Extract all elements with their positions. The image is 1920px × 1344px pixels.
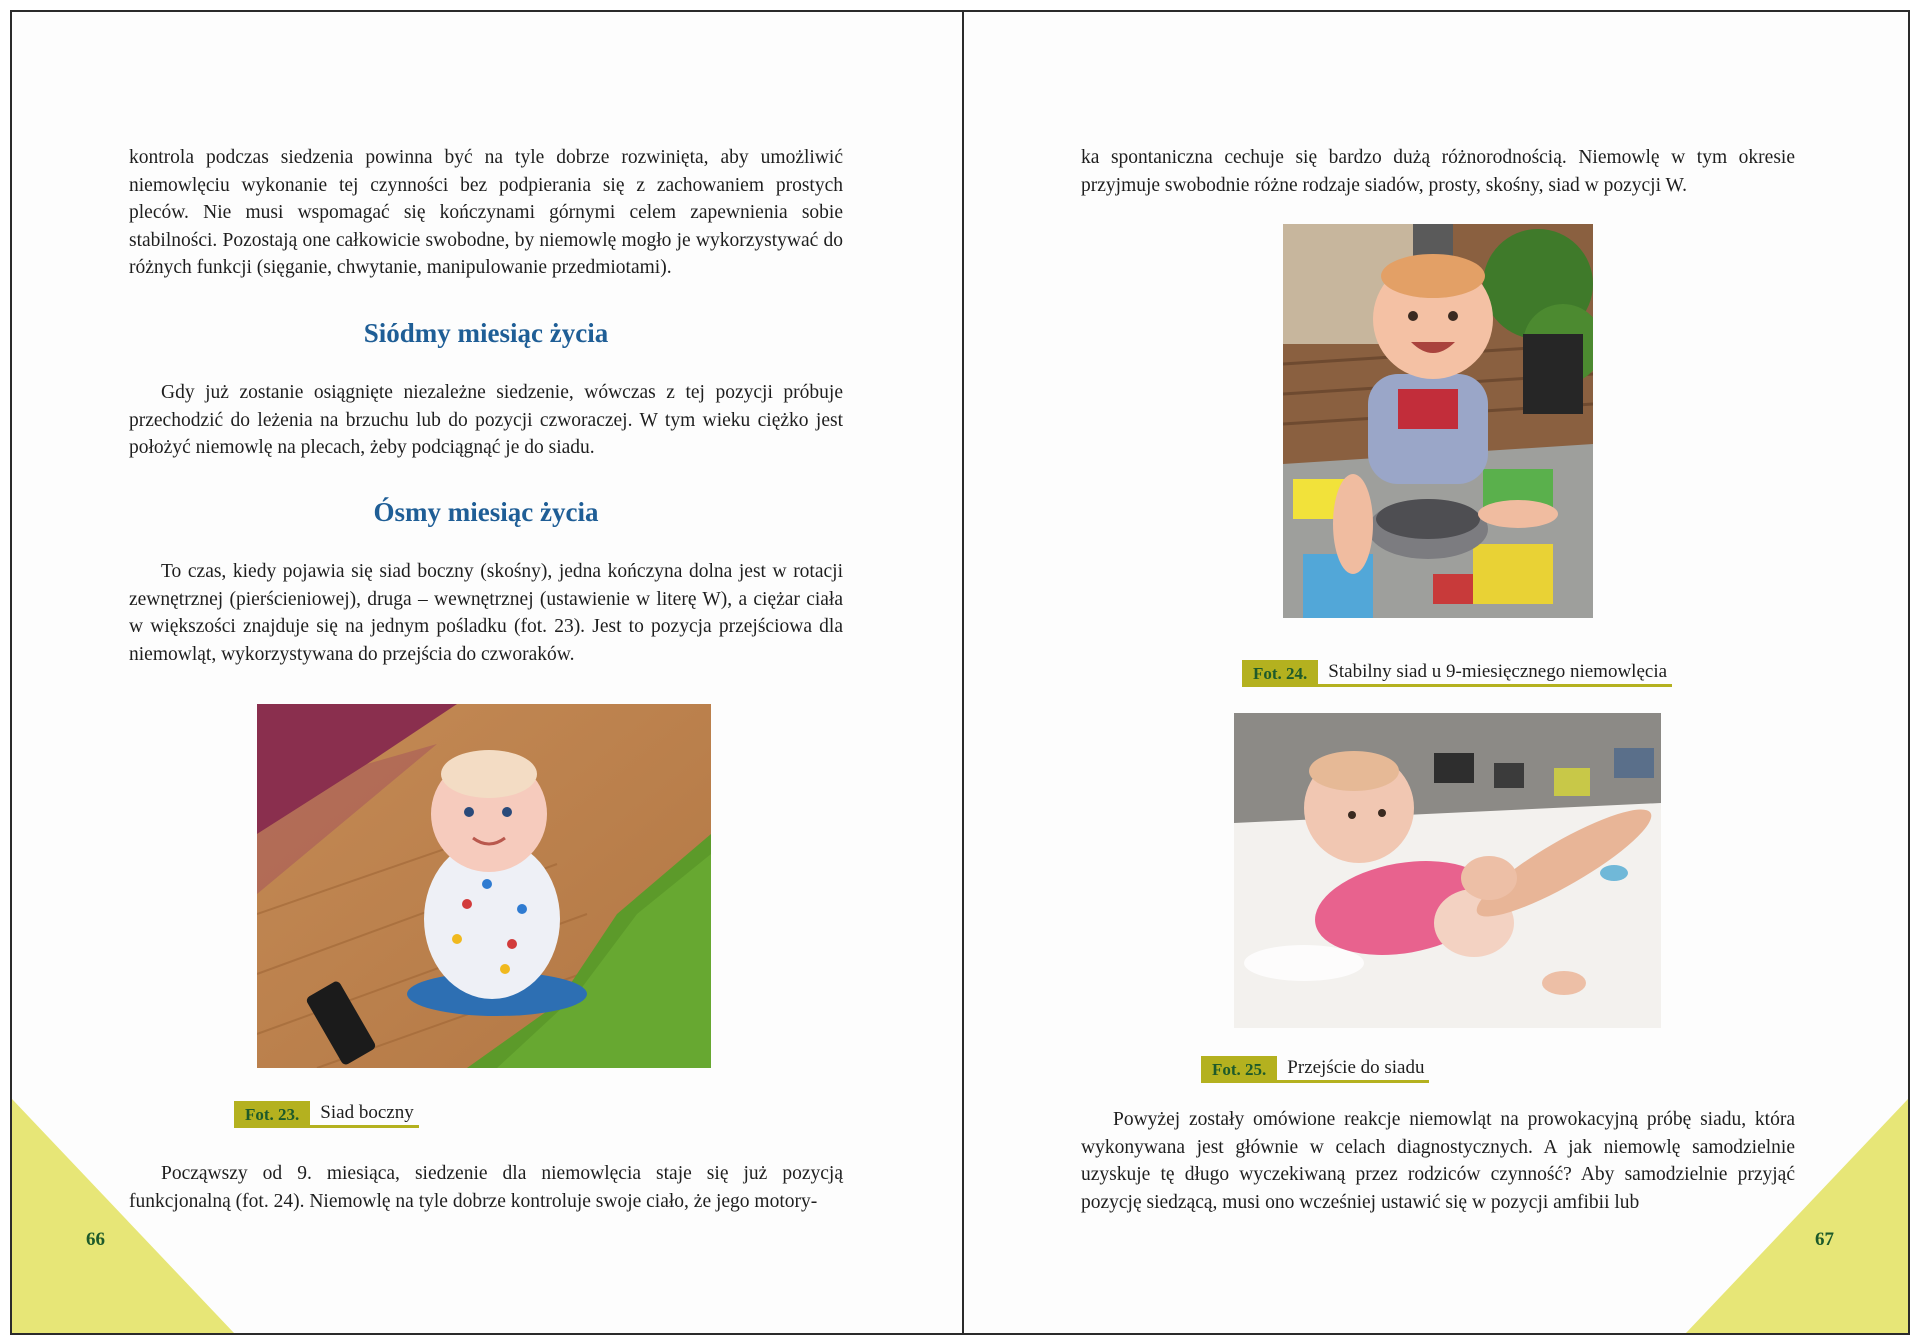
heading-eighth-month: Ósmy miesiąc życia xyxy=(373,497,599,527)
photo-transition-to-sitting xyxy=(1234,713,1661,1028)
heading-seventh-month: Siódmy miesiąc życia xyxy=(363,318,609,348)
page-number-right: 67 xyxy=(1815,1229,1834,1250)
left-paragraph-ninth: Począwszy od 9. miesiąca, siedzenie dla niemowlęcia staje się już pozycją funkcjonalną (fot. 24). Niemowlę na tyle dobrze kontroluje swoje ciało, że jego motory- xyxy=(129,1163,843,1212)
baby-transition-image xyxy=(1234,713,1661,1028)
baby-side-sitting-image xyxy=(257,704,711,1068)
caption-tag: Fot. 23. xyxy=(234,1101,310,1128)
left-paragraph-eighth: To czas, kiedy pojawia się siad boczny (skośny), jedna kończyna dolna jest w rotacji zewnętrznej (pierścieniowej), druga – wewnętrznej (ustawienie w literę W), a ciężar ciała w większości znajduje się na jednym pośladku (fot. 23). Jest to pozycja przejściowa dla niemowląt, wykorzystywana do przejścia do czworaków. xyxy=(129,561,843,665)
caption-text: Przejście do siadu xyxy=(1277,1057,1429,1083)
caption-tag: Fot. 25. xyxy=(1201,1056,1277,1083)
right-paragraph-bottom: Powyżej zostały omówione reakcje niemowląt na prowokacyjną próbę siadu, która wykonywana jest głównie w celach diagnostycznych. A jak niemowlę samodzielnie uzyskuje tę długo wyczekiwaną przez rodziców czynność? Aby samodzielnie przyjąć pozycję siedzącą, musi ono wcześniej ustawić się w pozycji amfibii lub xyxy=(1081,1109,1795,1213)
photo-stable-sitting xyxy=(1283,224,1593,618)
right-paragraph-top: ka spontaniczna cechuje się bardzo dużą różnorodnością. Niemowlę w tym okresie przyjmuje swobodnie różne rodzaje siadów, prosty, skośny, siad w pozycji W. xyxy=(1081,147,1795,196)
baby-stable-sitting-image xyxy=(1283,224,1593,618)
corner-triangle-left xyxy=(12,1099,234,1333)
caption-photo-23 xyxy=(234,1098,419,1128)
page-number-left: 66 xyxy=(86,1229,105,1250)
book-spread xyxy=(10,10,1910,1335)
caption-photo-24 xyxy=(1242,657,1672,687)
caption-text: Siad boczny xyxy=(310,1102,418,1128)
caption-text: Stabilny siad u 9-miesięcznego niemowlęcia xyxy=(1318,661,1672,687)
left-paragraph-intro: kontrola podczas siedzenia powinna być na tyle dobrze rozwinięta, aby umożliwić niemowlęciu wykonanie tej czynności bez podpierania się z zachowaniem prostych pleców. Nie musi wspomagać się kończynami górnymi celem zapewnienia sobie stabilności. Pozostają one całkowicie swobodne, by niemowlę mogło je wykorzystywać do różnych funkcji (sięganie, chwytanie, manipulowanie przedmiotami). xyxy=(129,147,843,278)
left-paragraph-seventh: Gdy już zostanie osiągnięte niezależne siedzenie, wówczas z tej pozycji próbuje przechodzić do leżenia na brzuchu lub do pozycji czworaczej. W tym wieku ciężko jest położyć niemowlę na plecach, żeby podciągnąć je do siadu. xyxy=(129,382,843,458)
caption-photo-25 xyxy=(1201,1053,1429,1083)
caption-tag: Fot. 24. xyxy=(1242,660,1318,687)
page-divider xyxy=(962,12,964,1333)
photo-side-sitting xyxy=(257,704,711,1068)
